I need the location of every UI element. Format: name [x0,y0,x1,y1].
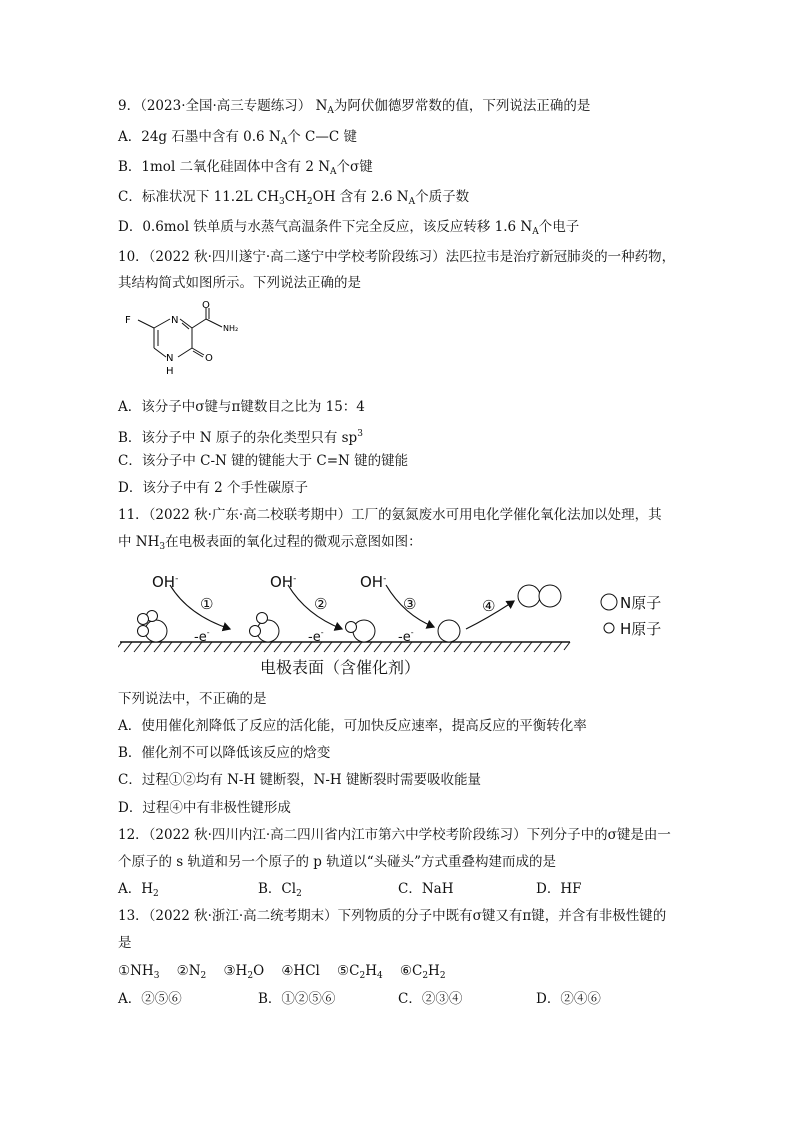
minus-e-label-3: -e- [398,628,414,645]
q12-option-c: C．NaH [398,881,454,897]
q12-option-a: A．$H_2$ [118,881,159,899]
step2-label: ② [314,595,328,613]
legend-n-label: N原子 [620,594,662,612]
q12-option-b: B．$Cl_2$ [258,881,302,899]
q10-option-b: B．该分子中 N 原子的杂化类型只有 $sp^3$ [118,429,363,446]
q10-option-a: A．该分子中σ键与π键数目之比为 15：4 [118,399,365,415]
electrode-hatching [118,642,570,652]
nh2-fragment [250,613,280,643]
legend-h-label: H原子 [620,620,662,638]
q13-substance-list: $①NH_3$ $②N_2$ $③H_2O$ ④HCl $⑤C_2H_4$ $⑥C_2H_2$ [118,963,446,981]
q9-option-d: D．0.6mol 铁单质与水蒸气高温条件下完全反应，该反应转移 1.6 $N_A$个电子 [118,219,580,237]
mol-NH-label: N [166,353,174,364]
q11-option-c: C．过程①②均有 N-H 键断裂，N-H 键断裂时需要吸收能量 [118,772,481,788]
minus-e-label-2: -e- [308,628,324,645]
n-atom [438,620,460,642]
q11-option-a: A．使用催化剂降低了反应的活化能，可加快反应速率，提高反应的平衡转化率 [118,718,587,734]
q13-stem-line1: 13．（2022 秋·浙江·高二统考期末）下列物质的分子中既有σ键又有π键，并含有非极性键的 [118,908,667,924]
q9-option-b: B．1mol 二氧化硅固体中含有 2 $N_A$个σ键 [118,159,373,177]
mol-H-label: H [166,366,174,377]
electrode-oxidation-diagram [118,565,688,683]
q9-option-a: A．24g 石墨中含有 0.6 $N_A$个 C—C 键 [118,129,357,147]
mol-O-top-label: O [202,300,210,311]
q11-stem-line1: 11．（2022 秋·广东·高二校联考期中）工厂的氨氮废水可用电化学催化氧化法加以处理，其 [118,507,662,523]
minus-e-label-1: -e- [194,628,210,645]
q12-stem-line1: 12．（2022 秋·四川内江·高二四川省内江市第六中学校考阶段练习）下列分子中的σ键是由一 [118,827,671,843]
mol-N-label: N [171,315,179,326]
oh-label-1: OH- [152,573,179,591]
step4-label: ④ [482,597,496,615]
oh-label-2: OH- [270,573,297,591]
q12-option-d: D．HF [536,881,582,897]
q13-option-b: B．①②⑤⑥ [258,991,336,1007]
q13-option-a: A．②⑤⑥ [118,991,182,1007]
oh-label-3: OH- [360,573,387,591]
nh-fragment [346,620,376,642]
mol-NH2-label: NH₂ [223,324,239,333]
n2-molecule [518,585,561,607]
q11-option-b: B．催化剂不可以降低该反应的焓变 [118,745,331,761]
q10-option-c: C．该分子中 C-N 键的键能大于 C=N 键的键能 [118,453,409,469]
q9-option-c: C．标准状况下 11.2L $CH_3CH_2OH$ 含有 2.6 $N_A$个质子数 [118,189,470,207]
q11-option-d: D．过程④中有非极性键形成 [118,800,291,816]
q13-stem-line2: 是 [118,935,132,951]
q10-option-d: D．该分子中有 2 个手性碳原子 [118,480,308,496]
q9-stem: 9．（2023·全国·高三专题练习） $N_A$为阿伏伽德罗常数的值，下列说法正确的是 [118,98,591,116]
q13-option-c: C．②③④ [398,991,463,1007]
q12-stem-line2: 个原子的 s 轨道和另一个原子的 p 轨道以“头碰头”方式重叠构建而成的是 [118,854,557,870]
q11-stem-line2: 中 $NH_3$在电极表面的氧化过程的微观示意图如图： [118,534,422,552]
legend-n-circle [601,594,617,610]
q13-option-d: D．②④⑥ [536,991,601,1007]
step3-label: ③ [403,595,417,613]
q10-stem-line1: 10．（2022 秋·四川遂宁·高二遂宁中学校考阶段练习）法匹拉韦是治疗新冠肺炎的一种药物， [118,249,676,265]
q10-stem-line2: 其结构简式如图所示。下列说法正确的是 [118,275,361,291]
favipiravir-structure [118,300,248,388]
diagram-caption: 电极表面（含催化剂） [260,658,421,677]
mol-F-label: F [125,315,131,326]
legend-h-circle [604,623,614,633]
mol-O-bottom-label: O [205,353,213,364]
nh3-molecule [138,611,168,643]
q11-intro: 下列说法中，不正确的是 [118,691,267,707]
step1-label: ① [200,595,214,613]
